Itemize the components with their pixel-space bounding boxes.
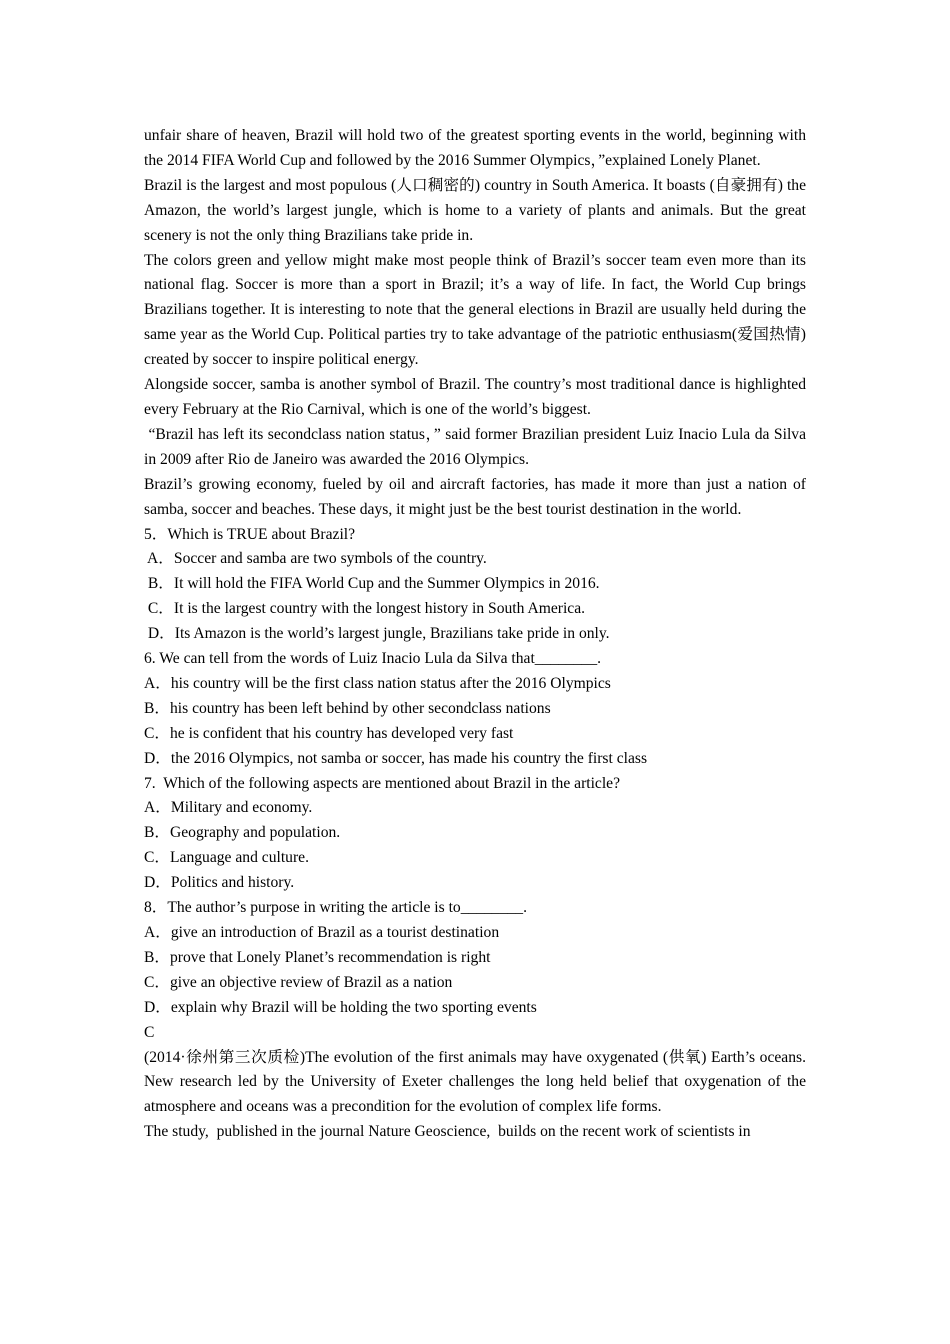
question-option: D．Politics and history.: [144, 874, 295, 892]
question-8: [144, 896, 806, 1021]
question-option: D．the 2016 Olympics, not samba or soccer, has made his country the first class: [144, 749, 648, 767]
passage-c: [144, 1021, 806, 1146]
passage-b-paragraph-3: The colors green and yellow might make most people think of Brazil’s soccer team even more than its national flag. Soccer is more than a sport in Brazil; it’s a way of life. In fact, the World Cup brings Brazilians together. It is interesting to note that the general elections in Brazil are usually held during the same year as the World Cup. Political parties try to take advantage of the patriotic enthusiasm(爱国热情) created by soccer to inspire political energy.: [144, 251, 806, 369]
question-stem: 8．The author’s purpose in writing the article is to________.: [144, 899, 527, 917]
question-5: [144, 523, 806, 648]
question-option: A．Soccer and samba are two symbols of the country.: [144, 550, 487, 568]
section-label: C: [144, 1023, 155, 1041]
question-stem: 5．Which is TRUE about Brazil?: [144, 525, 356, 543]
question-option: B．It will hold the FIFA World Cup and the Summer Olympics in 2016.: [144, 575, 600, 593]
question-stem: 7. Which of the following aspects are mentioned about Brazil in the article?: [144, 774, 621, 792]
passage-c-paragraph-1: (2014·徐州第三次质检)The evolution of the first animals may have oxygenated (供氧) Earth’s oceans. New research led by the University of Exeter challenges the long held belief that oxygenation of the atmosphere and oceans was a precondition for the evolution of complex life forms.: [144, 1048, 806, 1116]
question-option: A．Military and economy.: [144, 799, 313, 817]
question-stem: 6. We can tell from the words of Luiz Inacio Lula da Silva that________.: [144, 650, 602, 668]
document-page: [144, 124, 810, 1145]
passage-b-paragraph-1: unfair share of heaven, Brazil will hold two of the greatest sporting events in the world, beginning with the 2014 FIFA World Cup and followed by the 2016 Summer Olympics，”explained Lonely Planet.: [144, 127, 806, 169]
question-option: C．give an objective review of Brazil as a nation: [144, 973, 453, 991]
passage-b-paragraph-6: Brazil’s growing economy, fueled by oil and aircraft factories, has made it more than just a nation of samba, soccer and beaches. These days, it might just be the best tourist destination in the world.: [144, 475, 806, 518]
question-option: C．he is confident that his country has developed very fast: [144, 724, 514, 742]
question-option: D．explain why Brazil will be holding the two sporting events: [144, 998, 537, 1016]
question-option: A．his country will be the first class nation status after the 2016 Olympics: [144, 674, 611, 692]
question-6: [144, 647, 806, 772]
passage-b: [144, 124, 810, 523]
question-option: B．Geography and population.: [144, 824, 341, 842]
question-7: [144, 772, 806, 897]
question-option: D．Its Amazon is the world’s largest jungle, Brazilians take pride in only.: [144, 625, 610, 643]
passage-b-paragraph-5: “Brazil has left its secondclass nation status，” said former Brazilian president Luiz Inacio Lula da Silva in 2009 after Rio de Janeiro was awarded the 2016 Olympics.: [144, 425, 810, 468]
question-option: C．Language and culture.: [144, 849, 309, 867]
question-option: A．give an introduction of Brazil as a tourist destination: [144, 924, 500, 941]
question-option: C．It is the largest country with the longest history in South America.: [144, 600, 586, 618]
question-option: B．prove that Lonely Planet’s recommendation is right: [144, 948, 491, 966]
passage-b-paragraph-2: Brazil is the largest and most populous (人口稠密的) country in South America. It boasts (自豪拥有) the Amazon, the world’s largest jungle, which is home to a variety of plants and animals. But the great scenery is not the only thing Brazilians take pride in.: [144, 176, 806, 244]
passage-c-paragraph-2: The study, published in the journal Nature Geoscience, builds on the recent work of scientists in: [144, 1123, 751, 1141]
passage-b-paragraph-4: Alongside soccer, samba is another symbol of Brazil. The country’s most traditional dance is highlighted every February at the Rio Carnival, which is one of the world’s biggest.: [144, 376, 806, 418]
question-option: B．his country has been left behind by other secondclass nations: [144, 699, 551, 717]
